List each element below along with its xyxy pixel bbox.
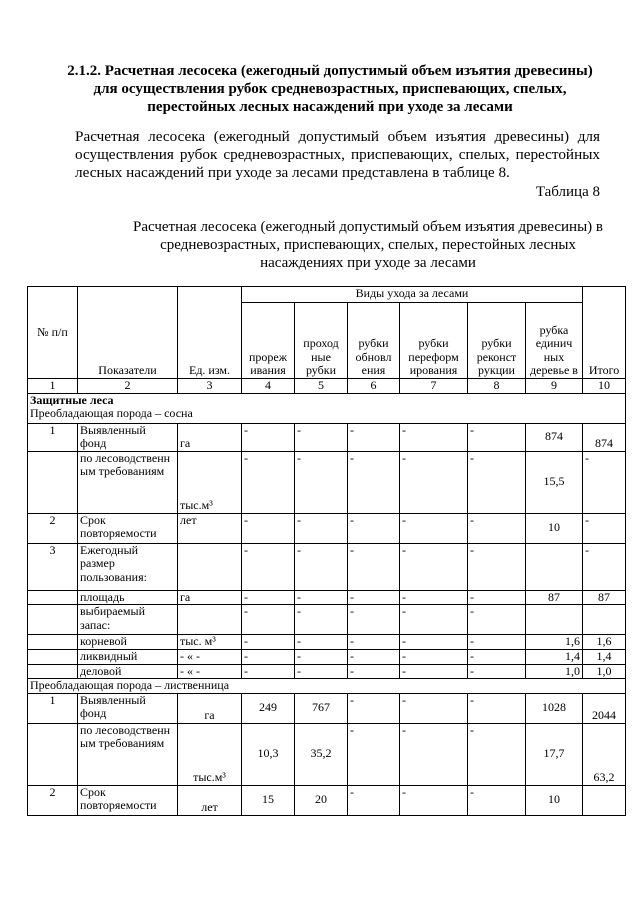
cell: - (400, 664, 468, 679)
row-label: Выявленный фонд (78, 693, 178, 723)
table-row (28, 664, 626, 679)
cell: 87 (583, 590, 626, 605)
cell: 767 (295, 693, 348, 723)
row-label: Выявленный фонд (78, 423, 178, 451)
cell: 249 (242, 693, 295, 723)
row-num-empty (28, 723, 78, 785)
cell: - (468, 513, 526, 543)
row-unit: тыс. м³ (178, 635, 242, 650)
cell: - (583, 513, 626, 543)
row-num-empty (28, 590, 78, 605)
cell: - (242, 590, 295, 605)
cell: - (400, 635, 468, 650)
cell: - (400, 693, 468, 723)
cell: 87 (526, 590, 583, 605)
cell: - (468, 785, 526, 815)
row-num: 2 (28, 513, 78, 543)
header-thinning: прореж ивания (242, 303, 295, 379)
cell: - (295, 649, 348, 664)
cell: - (468, 605, 526, 635)
column-number-row (28, 379, 626, 394)
table-row (28, 423, 626, 451)
header-num: № п/п (28, 287, 78, 379)
section-protective: Защитные леса (30, 393, 114, 407)
header-passage: проход ные рубки (295, 303, 348, 379)
row-label: по лесоводственн ым требованиям (78, 723, 178, 785)
col-number: 10 (583, 379, 626, 394)
cell: - (242, 635, 295, 650)
table-row (28, 451, 626, 513)
row-num: 2 (28, 785, 78, 815)
row-num: 3 (28, 543, 78, 590)
cell: - (400, 605, 468, 635)
table-row (28, 543, 626, 590)
row-unit: - « - (178, 649, 242, 664)
row-label: Срок повторяемости (78, 785, 178, 815)
cell: - (295, 635, 348, 650)
header-single-tree: рубка единич ных деревье в (526, 303, 583, 379)
cell: - (348, 693, 400, 723)
cell: - (400, 785, 468, 815)
cell: 10,3 (242, 723, 295, 785)
cell: - (583, 543, 626, 590)
cell: - (295, 590, 348, 605)
cell: - (348, 785, 400, 815)
cell: - (468, 723, 526, 785)
row-label: Ежегодный размер пользования: (78, 543, 178, 590)
cell: - (400, 723, 468, 785)
row-label: корневой (78, 635, 178, 650)
cell: - (400, 513, 468, 543)
cell: - (242, 605, 295, 635)
header-types-group: Виды ухода за лесами (242, 287, 583, 303)
cell: - (348, 590, 400, 605)
row-unit-empty (178, 543, 242, 590)
row-unit: - « - (178, 664, 242, 679)
cell: - (295, 451, 348, 513)
cell: - (468, 693, 526, 723)
cell: 17,7 (526, 723, 583, 785)
cell: - (400, 423, 468, 451)
cell: - (468, 635, 526, 650)
cell: 10 (526, 513, 583, 543)
cell: - (468, 423, 526, 451)
row-num-empty (28, 635, 78, 650)
table-row (28, 785, 626, 815)
cell: - (468, 649, 526, 664)
cell-empty (526, 543, 583, 590)
cell: 874 (583, 423, 626, 451)
cell: - (295, 513, 348, 543)
cell: - (348, 451, 400, 513)
cell: - (242, 543, 295, 590)
col-number: 2 (78, 379, 178, 394)
cell: 874 (526, 423, 583, 451)
cell: - (400, 543, 468, 590)
logging-table (27, 286, 626, 816)
col-number: 1 (28, 379, 78, 394)
cell: - (242, 649, 295, 664)
cell: - (348, 605, 400, 635)
row-unit: лет (178, 785, 242, 815)
cell: - (348, 664, 400, 679)
section-pine: Преобладающая порода – сосна (30, 406, 193, 421)
cell: 20 (295, 785, 348, 815)
row-label: по лесоводственн ым требованиям (78, 451, 178, 513)
row-label: ликвидный (78, 649, 178, 664)
table-row (28, 693, 626, 723)
cell: 1,6 (583, 635, 626, 650)
cell: - (583, 451, 626, 513)
cell: - (348, 543, 400, 590)
cell-empty (583, 605, 626, 635)
cell: - (242, 664, 295, 679)
cell: - (348, 723, 400, 785)
col-number: 5 (295, 379, 348, 394)
table-row (28, 723, 626, 785)
cell: - (295, 543, 348, 590)
table-row (28, 513, 626, 543)
col-number: 4 (242, 379, 295, 394)
header-renewal: рубки обновл ения (348, 303, 400, 379)
row-num-empty (28, 605, 78, 635)
cell: 1028 (526, 693, 583, 723)
col-number: 3 (178, 379, 242, 394)
row-label: деловой (78, 664, 178, 679)
cell: - (242, 423, 295, 451)
cell: 15 (242, 785, 295, 815)
cell: - (295, 605, 348, 635)
cell: 1,0 (526, 664, 583, 679)
col-number: 8 (468, 379, 526, 394)
table-row (28, 590, 626, 605)
cell: 10 (526, 785, 583, 815)
cell: - (468, 590, 526, 605)
cell: - (468, 543, 526, 590)
col-number: 6 (348, 379, 400, 394)
cell: 1,4 (526, 649, 583, 664)
cell-empty (583, 785, 626, 815)
cell: - (295, 423, 348, 451)
section-row-protective (28, 393, 626, 423)
cell: - (348, 423, 400, 451)
row-label: Срок повторяемости (78, 513, 178, 543)
cell: - (400, 649, 468, 664)
header-reform: рубки переформ ирования (400, 303, 468, 379)
row-num-empty (28, 664, 78, 679)
row-unit: тыс.м³ (178, 451, 242, 513)
row-num: 1 (28, 693, 78, 723)
table-row (28, 635, 626, 650)
row-label: площадь (78, 590, 178, 605)
row-unit: га (178, 423, 242, 451)
table-row (28, 605, 626, 635)
cell: 35,2 (295, 723, 348, 785)
table-label: Таблица 8 (535, 184, 600, 200)
cell: - (295, 664, 348, 679)
section-title: 2.1.2. Расчетная лесосека (ежегодный допустимый объем изъятия древесины) для осуществления рубок средневозрастных, приспевающих, спелых, перестойных лесных насаждений при уходе за лесами (67, 63, 593, 115)
cell: - (348, 513, 400, 543)
cell: - (348, 635, 400, 650)
row-unit: лет (178, 513, 242, 543)
cell-empty (526, 605, 583, 635)
cell: 1,0 (583, 664, 626, 679)
cell: - (468, 664, 526, 679)
cell: - (468, 451, 526, 513)
col-number: 7 (400, 379, 468, 394)
header-total: Итого (583, 287, 626, 379)
header-unit: Ед. изм. (178, 287, 242, 379)
cell: - (242, 451, 295, 513)
cell: 63,2 (583, 723, 626, 785)
row-unit: тыс.м³ (178, 723, 242, 785)
table-caption: Расчетная лесосека (ежегодный допустимый объем изъятия древесины) в средневозрастных, приспевающих, спелых, перестойных лесных насаждениях при уходе за лесами (133, 219, 603, 271)
row-num-empty (28, 649, 78, 664)
section-larch: Преобладающая порода – лиственница (28, 679, 626, 694)
cell: 1,4 (583, 649, 626, 664)
header-indicators: Показатели (78, 287, 178, 379)
cell: 1,6 (526, 635, 583, 650)
table-row (28, 649, 626, 664)
row-num: 1 (28, 423, 78, 451)
cell: - (400, 451, 468, 513)
intro-paragraph: Расчетная лесосека (ежегодный допустимый объем изъятия древесины) для осуществления рубок средневозрастных, приспевающих, спелых, перестойных лесных насаждений при уходе за лесами представлена в таблице 8. (75, 128, 600, 181)
row-unit-empty (178, 605, 242, 635)
row-label: выбираемый запас: (78, 605, 178, 635)
cell: - (242, 513, 295, 543)
cell: 15,5 (526, 451, 583, 513)
cell: 2044 (583, 693, 626, 723)
row-unit: га (178, 693, 242, 723)
cell: - (348, 649, 400, 664)
cell: - (400, 590, 468, 605)
header-reconstruct: рубки реконст рукции (468, 303, 526, 379)
row-unit: га (178, 590, 242, 605)
col-number: 9 (526, 379, 583, 394)
row-num-empty (28, 451, 78, 513)
